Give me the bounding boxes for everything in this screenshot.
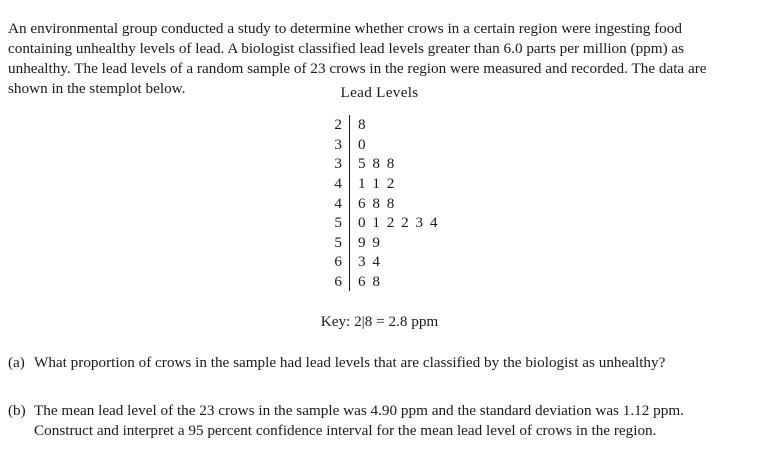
table-row [320, 213, 439, 233]
leaf-values: 8 [357, 116, 368, 134]
question-b-line1: The mean lead level of the 23 crows in the sample was 4.90 ppm and the standard deviation was 1.12 ppm. [34, 402, 684, 419]
table-row [320, 193, 439, 213]
stemplot [0, 115, 759, 291]
stem-value: 4 [320, 174, 350, 194]
table-row [320, 272, 439, 292]
leaf-values: 6 8 8 [357, 194, 396, 212]
stem-value: 3 [320, 135, 350, 155]
stem-value: 2 [320, 115, 350, 135]
stem-value: 6 [320, 272, 350, 292]
stemplot-key: Key: 2|8 = 2.8 ppm [320, 313, 439, 330]
stem-value: 3 [320, 154, 350, 174]
table-row [320, 174, 439, 194]
leaf-values: 0 1 2 2 3 4 [357, 214, 440, 232]
question-a [8, 353, 748, 373]
stemplot-body [320, 115, 439, 291]
stemplot-table [320, 115, 439, 291]
intro-paragraph: An environmental group conducted a study to determine whether crows in a certain region were ingesting food containing unhealthy levels of lead. A biologist classified lead levels greater than 6.0 parts per million (ppm) as unhealthy. The lead levels of a random sample of 23 crows in the region were measured and recorded. The data are shown in the stemplot below. [8, 20, 707, 98]
leaf-values: 3 4 [357, 253, 382, 271]
stem-value: 5 [320, 232, 350, 252]
leaf-values: 0 [357, 135, 368, 153]
question-b-text [34, 401, 734, 442]
question-a-label: (a) [8, 354, 25, 371]
stem-value: 6 [320, 252, 350, 272]
leaf-values: 1 1 2 [357, 174, 396, 192]
question-b [8, 401, 748, 442]
leaf-values: 6 8 [357, 272, 382, 290]
leaf-values: 9 9 [357, 233, 382, 251]
leaf-values: 5 8 8 [357, 155, 396, 173]
table-row [320, 154, 439, 174]
stem-value: 5 [320, 213, 350, 233]
question-b-label: (b) [8, 402, 26, 419]
table-row [320, 252, 439, 272]
table-row [320, 135, 439, 155]
table-row [320, 115, 439, 135]
question-a-text: What proportion of crows in the sample had lead levels that are classified by the biologist as unhealthy? [34, 354, 666, 371]
stemplot-title: Lead Levels [340, 84, 419, 101]
question-b-line2: Construct and interpret a 95 percent confidence interval for the mean lead level of crows in the region. [34, 422, 657, 440]
table-row [320, 232, 439, 252]
stem-value: 4 [320, 193, 350, 213]
